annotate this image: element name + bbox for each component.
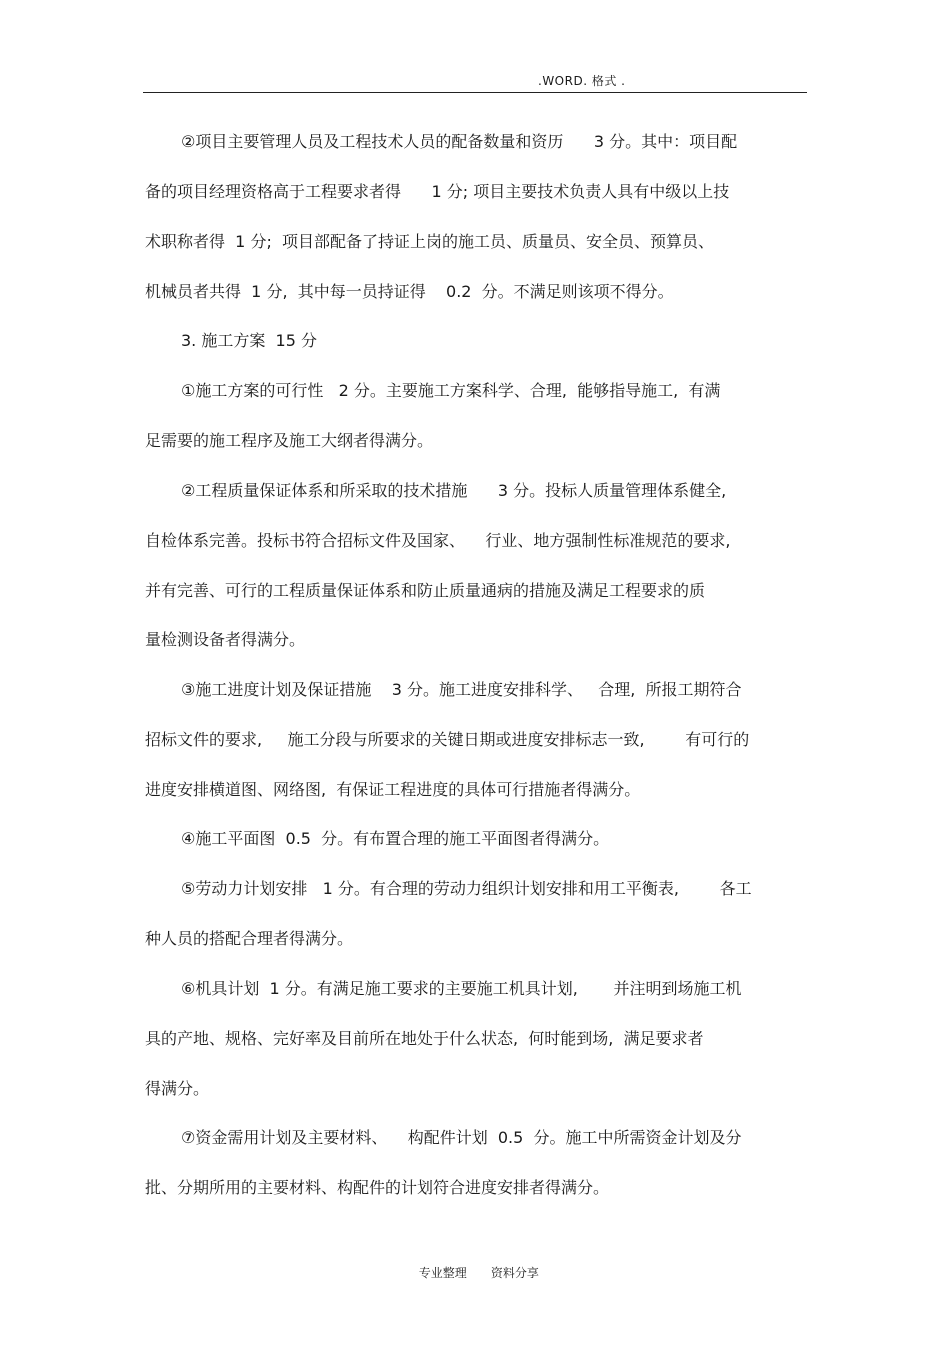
text-line: ②项目主要管理人员及工程技术人员的配备数量和资历 3 分。其中：项目配 (181, 132, 738, 151)
text-line: ⑥机具计划 1 分。有满足施工要求的主要施工机具计划, 并注明到场施工机 (181, 979, 742, 998)
text-line: ④施工平面图 0.5 分。有布置合理的施工平面图者得满分。 (181, 829, 610, 848)
text-line: 并有完善、可行的工程质量保证体系和防止质量通病的措施及满足工程要求的质 (145, 581, 706, 600)
text-line: 足需要的施工程序及施工大纲者得满分。 (145, 431, 434, 450)
text-line: 机械员者共得 1 分, 其中每一员持证得 0.2 分。不满足则该项不得分。 (145, 282, 674, 301)
page-footer (0, 1250, 950, 1281)
text-line: 自检体系完善。投标书符合招标文件及国家、 行业、地方强制性标准规范的要求, (145, 531, 731, 550)
text-line: ③施工进度计划及保证措施 3 分。施工进度安排科学、 合理, 所报工期符合 (181, 680, 742, 699)
header-text: .WORD. 格式 . (538, 74, 626, 88)
text-line: 备的项目经理资格高于工程要求者得 1 分; 项目主要技术负责人具有中级以上技 (145, 182, 730, 201)
text-line: 招标文件的要求, 施工分段与所要求的关键日期或进度安排标志一致, 有可行的 (145, 730, 750, 749)
footer-right-text: 资料分享 (490, 1266, 539, 1280)
text-line: 批、分期所用的主要材料、构配件的计划符合进度安排者得满分。 (145, 1178, 610, 1197)
text-line: ⑤劳动力计划安排 1 分。有合理的劳动力组织计划安排和用工平衡表, 各工 (181, 879, 752, 898)
text-line: 量检测设备者得满分。 (145, 630, 306, 649)
text-line: ⑦资金需用计划及主要材料、 构配件计划 0.5 分。施工中所需资金计划及分 (181, 1128, 742, 1147)
text-line: 得满分。 (145, 1079, 210, 1098)
text-line: 术职称者得 1 分; 项目部配备了持证上岗的施工员、质量员、安全员、预算员、 (145, 232, 715, 251)
text-line: 种人员的搭配合理者得满分。 (145, 929, 354, 948)
section-heading: 3. 施工方案 15 分 (181, 331, 317, 350)
text-line: 具的产地、规格、完好率及目前所在地处于什么状态, 何时能到场, 满足要求者 (145, 1029, 704, 1048)
footer-left-text: 专业整理 (418, 1266, 467, 1280)
text-line: ①施工方案的可行性 2 分。主要施工方案科学、合理, 能够指导施工, 有满 (181, 381, 721, 400)
text-line: 进度安排横道图、网络图, 有保证工程进度的具体可行措施者得满分。 (145, 780, 641, 799)
text-line: ②工程质量保证体系和所采取的技术措施 3 分。投标人质量管理体系健全, (181, 481, 727, 500)
